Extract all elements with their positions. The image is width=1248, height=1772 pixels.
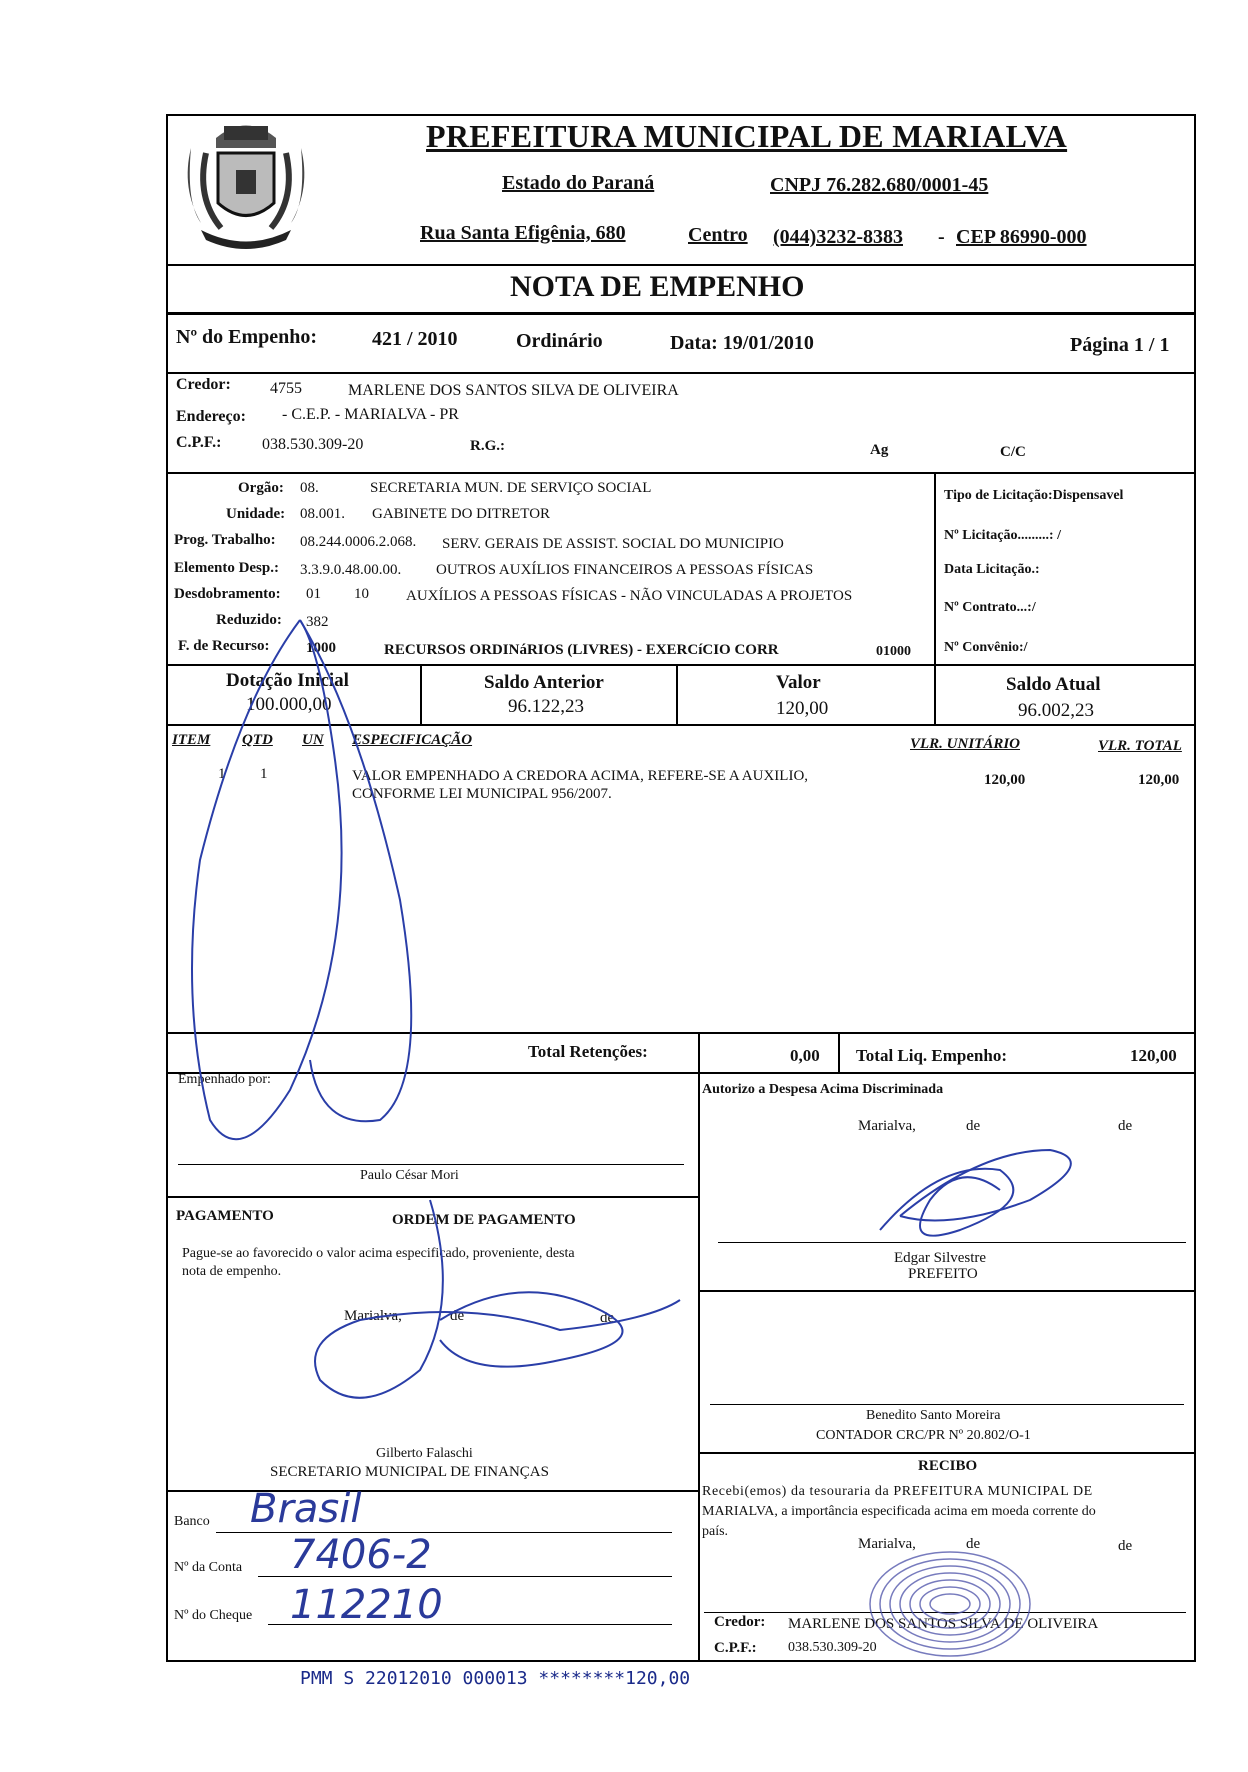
- empenho-label: Nº do Empenho:: [176, 326, 318, 348]
- desd-code1: 01: [306, 586, 321, 602]
- autorizo-label: Autorizo a Despesa Acima Discriminada: [702, 1082, 944, 1097]
- centro-label: Centro: [688, 224, 748, 246]
- date-de-2: de: [1118, 1118, 1133, 1134]
- credor-code: 4755: [270, 380, 302, 397]
- separator-dash: -: [938, 226, 945, 248]
- desd-label: Desdobramento:: [174, 586, 281, 602]
- col-header-vlr-unitario: VLR. UNITÁRIO: [910, 736, 1021, 752]
- recibo-city: Marialva,: [858, 1536, 916, 1552]
- page-title: PREFEITURA MUNICIPAL DE MARIALVA: [426, 118, 1068, 154]
- cheque-handwritten: 112210: [290, 1582, 443, 1628]
- pague-text-line1: Pague-se ao favorecido o valor acima especificado, proveniente, desta: [182, 1246, 575, 1261]
- pagamento-label: PAGAMENTO: [176, 1208, 274, 1224]
- recibo-title: RECIBO: [918, 1458, 978, 1474]
- recibo-line1: Recebi(emos) da tesouraria da PREFEITURA MUNICIPAL DE: [702, 1484, 1093, 1499]
- empenhado-name: Paulo César Mori: [360, 1168, 459, 1183]
- row-qtd: 1: [260, 766, 268, 782]
- credor-label: Credor:: [176, 376, 231, 393]
- desd-code2: 10: [354, 586, 369, 602]
- prefeito-title: PREFEITO: [908, 1266, 978, 1282]
- recibo-cpf-label: C.P.F.:: [714, 1640, 757, 1656]
- valor-value: 120,00: [776, 698, 829, 719]
- convenio-num: Nº Convênio:/: [944, 640, 1028, 655]
- total-retencoes-label: Total Retenções:: [528, 1042, 648, 1061]
- machine-stamp: PMM S 22012010 000013 ********120,00: [300, 1668, 691, 1689]
- reduzido-label: Reduzido:: [216, 612, 282, 628]
- prog-code: 08.244.0006.2.068.: [300, 534, 417, 550]
- recurso-code: 1000: [306, 640, 336, 656]
- total-retencoes-value: 0,00: [790, 1046, 820, 1065]
- recibo-de-1: de: [966, 1536, 981, 1552]
- recibo-line2: MARIALVA, a importância especificada acima em moeda corrente do: [702, 1504, 1096, 1519]
- cpf-label: C.P.F.:: [176, 434, 222, 451]
- cnpj-label: CNPJ 76.282.680/0001-45: [770, 174, 989, 196]
- valor-label: Valor: [776, 672, 821, 693]
- rg-label: R.G.:: [470, 438, 505, 454]
- document-title: NOTA DE EMPENHO: [510, 270, 805, 303]
- total-liq-label: Total Liq. Empenho:: [856, 1046, 1007, 1065]
- col-header-un: UN: [302, 732, 324, 748]
- row-item: 1: [218, 766, 226, 782]
- recibo-line3: país.: [702, 1524, 729, 1539]
- recurso-num: 01000: [876, 644, 911, 659]
- ordem-pagamento-label: ORDEM DE PAGAMENTO: [392, 1212, 576, 1228]
- conta-label: Nº da Conta: [174, 1560, 243, 1575]
- row-vlr-unitario: 120,00: [984, 772, 1026, 788]
- recibo-cpf-value: 038.530.309-20: [788, 1640, 877, 1655]
- dotacao-value: 100.000,00: [246, 694, 332, 715]
- unidade-desc: GABINETE DO DITRETOR: [372, 506, 551, 522]
- prefeito-name: Edgar Silvestre: [894, 1250, 987, 1266]
- phone-label: (044)3232-8383: [773, 226, 903, 248]
- ag-label: Ag: [870, 442, 889, 458]
- street-label: Rua Santa Efigênia, 680: [420, 222, 626, 244]
- city-label: Marialva,: [858, 1118, 916, 1134]
- orgao-code: 08.: [300, 480, 319, 496]
- credor-name: MARLENE DOS SANTOS SILVA DE OLIVEIRA: [348, 382, 679, 399]
- cc-label: C/C: [1000, 444, 1026, 460]
- contador-name: Benedito Santo Moreira: [866, 1408, 1001, 1423]
- col-header-especificacao: ESPECIFICAÇÃO: [352, 732, 473, 748]
- cpf-value: 038.530.309-20: [262, 436, 364, 453]
- col-header-item: ITEM: [172, 732, 211, 748]
- elem-code: 3.3.9.0.48.00.00.: [300, 562, 402, 578]
- recibo-de-2: de: [1118, 1538, 1133, 1554]
- secretario-name: Gilberto Falaschi: [376, 1446, 473, 1461]
- banco-label: Banco: [174, 1514, 210, 1529]
- secretario-title: SECRETARIO MUNICIPAL DE FINANÇAS: [270, 1464, 549, 1480]
- row-desc-line2: CONFORME LEI MUNICIPAL 956/2007.: [352, 786, 612, 802]
- elem-label: Elemento Desp.:: [174, 560, 279, 576]
- reduzido-code: 382: [306, 614, 329, 630]
- pag-de-2: de: [600, 1310, 615, 1326]
- conta-handwritten: 7406-2: [290, 1532, 432, 1578]
- empenhado-label: Empenhado por:: [178, 1072, 271, 1087]
- licitacao-num: Nº Licitação.........: /: [944, 528, 1061, 543]
- cheque-label: Nº do Cheque: [174, 1608, 253, 1623]
- col-header-vlr-total: VLR. TOTAL: [1098, 738, 1182, 754]
- recibo-credor-name: MARLENE DOS SANTOS SILVA DE OLIVEIRA: [788, 1616, 1099, 1632]
- orgao-desc: SECRETARIA MUN. DE SERVIÇO SOCIAL: [370, 480, 652, 496]
- pag-de-1: de: [450, 1308, 465, 1324]
- saldo-atual-value: 96.002,23: [1018, 700, 1094, 721]
- date-de-1: de: [966, 1118, 981, 1134]
- pag-city-label: Marialva,: [344, 1308, 402, 1324]
- row-desc-line1: VALOR EMPENHADO A CREDORA ACIMA, REFERE-SE A AUXILIO,: [352, 768, 809, 784]
- endereco-value: - C.E.P. - MARIALVA - PR: [282, 406, 459, 423]
- page-number: Página 1 / 1: [1070, 334, 1170, 356]
- contador-title: CONTADOR CRC/PR Nº 20.802/O-1: [816, 1428, 1031, 1443]
- pague-text-line2: nota de empenho.: [182, 1264, 282, 1279]
- cep-label: CEP 86990-000: [956, 226, 1087, 248]
- saldo-anterior-value: 96.122,23: [508, 696, 584, 717]
- banco-handwritten: Brasil: [250, 1486, 362, 1532]
- orgao-label: Orgão:: [238, 480, 284, 496]
- total-liq-value: 120,00: [1130, 1046, 1177, 1065]
- row-vlr-total: 120,00: [1138, 772, 1180, 788]
- empenho-number: 421 / 2010: [372, 328, 458, 350]
- dotacao-label: Dotação Inicial: [226, 670, 349, 691]
- recurso-label: F. de Recurso:: [178, 638, 270, 654]
- desd-desc: AUXÍLIOS A PESSOAS FÍSICAS - NÃO VINCULADAS A PROJETOS: [406, 588, 853, 604]
- empenho-type: Ordinário: [516, 330, 603, 352]
- unidade-code: 08.001.: [300, 506, 345, 522]
- empenho-date: Data: 19/01/2010: [670, 332, 814, 354]
- recibo-credor-label: Credor:: [714, 1614, 766, 1630]
- prog-desc: SERV. GERAIS DE ASSIST. SOCIAL DO MUNICIPIO: [442, 536, 784, 552]
- saldo-atual-label: Saldo Atual: [1006, 674, 1101, 695]
- endereco-label: Endereço:: [176, 408, 246, 425]
- state-label: Estado do Paraná: [502, 172, 655, 194]
- unidade-label: Unidade:: [226, 506, 286, 522]
- col-header-qtd: QTD: [242, 732, 273, 748]
- licitacao-data: Data Licitação.:: [944, 562, 1040, 577]
- prog-label: Prog. Trabalho:: [174, 532, 276, 548]
- recurso-desc: RECURSOS ORDINáRIOS (LIVRES) - EXERCíCIO CORR: [384, 642, 779, 658]
- licitacao-tipo: Tipo de Licitação:Dispensavel: [944, 488, 1124, 503]
- saldo-anterior-label: Saldo Anterior: [484, 672, 604, 693]
- contrato-num: Nº Contrato...:/: [944, 600, 1036, 615]
- elem-desc: OUTROS AUXÍLIOS FINANCEIROS A PESSOAS FÍSICAS: [436, 562, 814, 578]
